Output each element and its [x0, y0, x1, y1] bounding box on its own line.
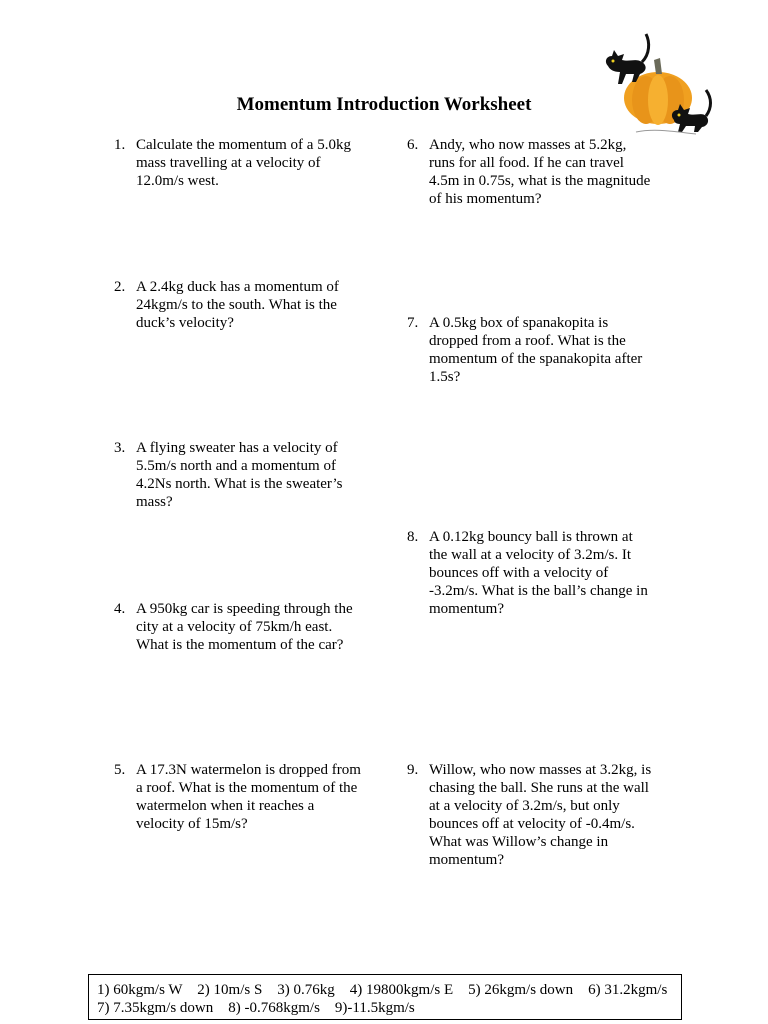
question-text: A flying sweater has a velocity of 5.5m/s north and a momentum of 4.2Ns north. What is the sweater’s mass? [136, 440, 343, 510]
question-3 [114, 439, 361, 511]
question-6 [407, 136, 654, 208]
question-7 [407, 314, 654, 386]
question-5 [114, 761, 361, 833]
question-number: 7. [407, 315, 419, 331]
answer-key-line-1: 1) 60kgm/s W 2) 10m/s S 3) 0.76kg 4) 19800kgm/s E 5) 26kgm/s down 6) 31.2kgm/s [97, 982, 668, 998]
question-text: Calculate the momentum of a 5.0kg mass travelling at a velocity of 12.0m/s west. [136, 137, 351, 189]
answer-key-box [88, 974, 682, 1020]
question-text: A 0.12kg bouncy ball is thrown at the wall at a velocity of 3.2m/s. It bounces off with a velocity of -3.2m/s. What is the ball’s change in momentum? [429, 529, 648, 617]
question-2 [114, 278, 361, 332]
question-text: Willow, who now masses at 3.2kg, is chasing the ball. She runs at the wall at a velocity of 3.2m/s, but only bounces off at velocity of -0.4m/s. What was Willow’s change in momentum? [429, 762, 652, 868]
question-text: A 950kg car is speeding through the city at a velocity of 75km/h east. What is the momentum of the car? [136, 601, 353, 653]
question-number: 9. [407, 762, 419, 778]
question-number: 2. [114, 279, 126, 295]
question-8 [407, 528, 654, 618]
black-cats-pumpkin-icon [596, 28, 716, 138]
answer-key-line-2: 7) 7.35kgm/s down 8) -0.768kgm/s 9)-11.5kgm/s [97, 1000, 415, 1016]
question-text: A 0.5kg box of spanakopita is dropped from a roof. What is the momentum of the spanakopita after 1.5s? [429, 315, 643, 385]
page-title: Momentum Introduction Worksheet [236, 94, 532, 115]
question-text: A 17.3N watermelon is dropped from a roof. What is the momentum of the watermelon when it reaches a velocity of 15m/s? [136, 762, 361, 832]
question-number: 4. [114, 601, 126, 617]
question-number: 5. [114, 762, 126, 778]
question-number: 3. [114, 440, 126, 456]
question-number: 6. [407, 137, 419, 153]
question-text: Andy, who now masses at 5.2kg, runs for all food. If he can travel 4.5m in 0.75s, what is the magnitude of his momentum? [429, 137, 651, 207]
question-text: A 2.4kg duck has a momentum of 24kgm/s to the south. What is the duck’s velocity? [136, 279, 339, 331]
question-1 [114, 136, 361, 190]
question-number: 1. [114, 137, 126, 153]
question-number: 8. [407, 529, 419, 545]
question-9 [407, 761, 654, 869]
question-4 [114, 600, 361, 654]
